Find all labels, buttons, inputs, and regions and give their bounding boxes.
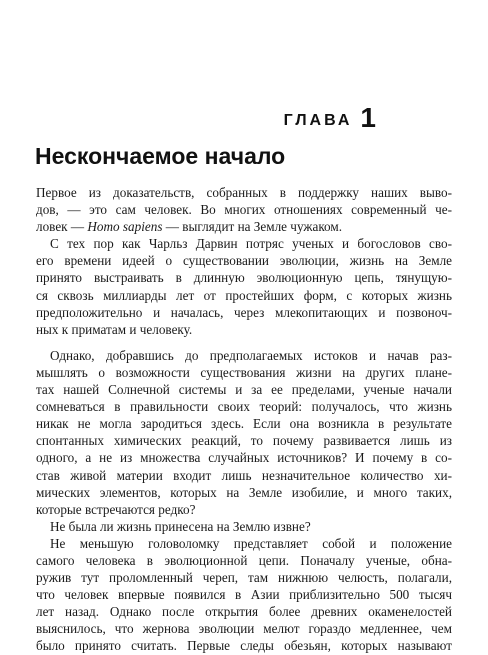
text-line: сомневаться в правильности своих теорий: получалось, что жизнь (36, 399, 452, 415)
paragraph-2 (36, 235, 452, 338)
text-line: Однако, добравшись до предполагаемых истоков и начав раз- (50, 347, 452, 363)
chapter-label (284, 104, 376, 135)
text-line: никак не могла зародиться здесь. Если она возникла в результате (36, 416, 452, 432)
text-line: ся сквозь миллиарды лет от простейших форм, с которых жизнь (36, 287, 452, 303)
text-line: одного, а не из множества случайных источников? И почему в со- (36, 450, 452, 466)
text-fragment: — выглядит на Земле чужаком. (162, 219, 343, 235)
paragraph-5 (36, 535, 452, 655)
text-fragment: ловек — (36, 219, 88, 235)
chapter-number: 1 (360, 102, 376, 133)
text-line: ружив тут проломленный череп, там нижнюю челюсть, полагали, (36, 570, 452, 586)
text-line: ных к приматам и человеку. (36, 321, 193, 337)
text-line: тах нашей Солнечной системы и за ее пределами, ученые начали (36, 382, 452, 398)
text-line: став живой материи входит лишь незначительное количество хи- (36, 467, 452, 483)
text-line: самого человека в эволюционной цепи. Поначалу ученые, обна- (36, 552, 452, 568)
text-line: было принято считать. Первые следы обезьян, которых называют (36, 638, 452, 654)
italic-term: Homo sapiens (87, 219, 163, 235)
chapter-title: Нескончаемое начало (35, 143, 286, 169)
text-line: лет назад. Однако после открытия более древних окаменелостей (36, 604, 452, 620)
text-line: его времени идеей о существовании эволюции, жизнь на Земле (36, 253, 452, 269)
text-line: С тех пор как Чарльз Дарвин потряс ученых и богословов сво- (50, 236, 452, 252)
paragraph-3 (36, 347, 452, 518)
text-line (36, 218, 452, 235)
chapter-word: ГЛАВА (283, 112, 353, 129)
text-line: которые встречаются редко? (36, 501, 196, 517)
text-line: принято выстраивать в длинную эволюционную цепь, тянущую- (36, 270, 452, 286)
text-line: Не была ли жизнь принесена на Землю извне? (50, 518, 311, 534)
text-line: предположительно и началась, через млекопитающих и позвоноч- (36, 304, 452, 320)
text-line: спонтанных химических реакций, то почему развивается лишь из (36, 433, 452, 449)
text-line: дов, — это сам человек. Во многих отношениях современный че- (36, 202, 452, 218)
text-line: что человек впервые появился в Азии приблизительно 500 тысяч (36, 587, 452, 603)
paragraph-4 (36, 518, 452, 535)
body-text (36, 184, 452, 655)
text-line: мических элементов, которых на Земле изобилие, и много таких, (36, 484, 452, 500)
paragraph-1 (36, 184, 452, 235)
text-line: мышлять о возможности существования жизни на других плане- (36, 364, 452, 380)
text-line: Первое из доказательств, собранных в поддержку наших выво- (36, 185, 452, 200)
text-line: Не меньшую головоломку представляет собой и положение (50, 535, 452, 551)
text-line: выяснилось, что жернова эволюции мелют гораздо медленнее, чем (36, 621, 452, 637)
